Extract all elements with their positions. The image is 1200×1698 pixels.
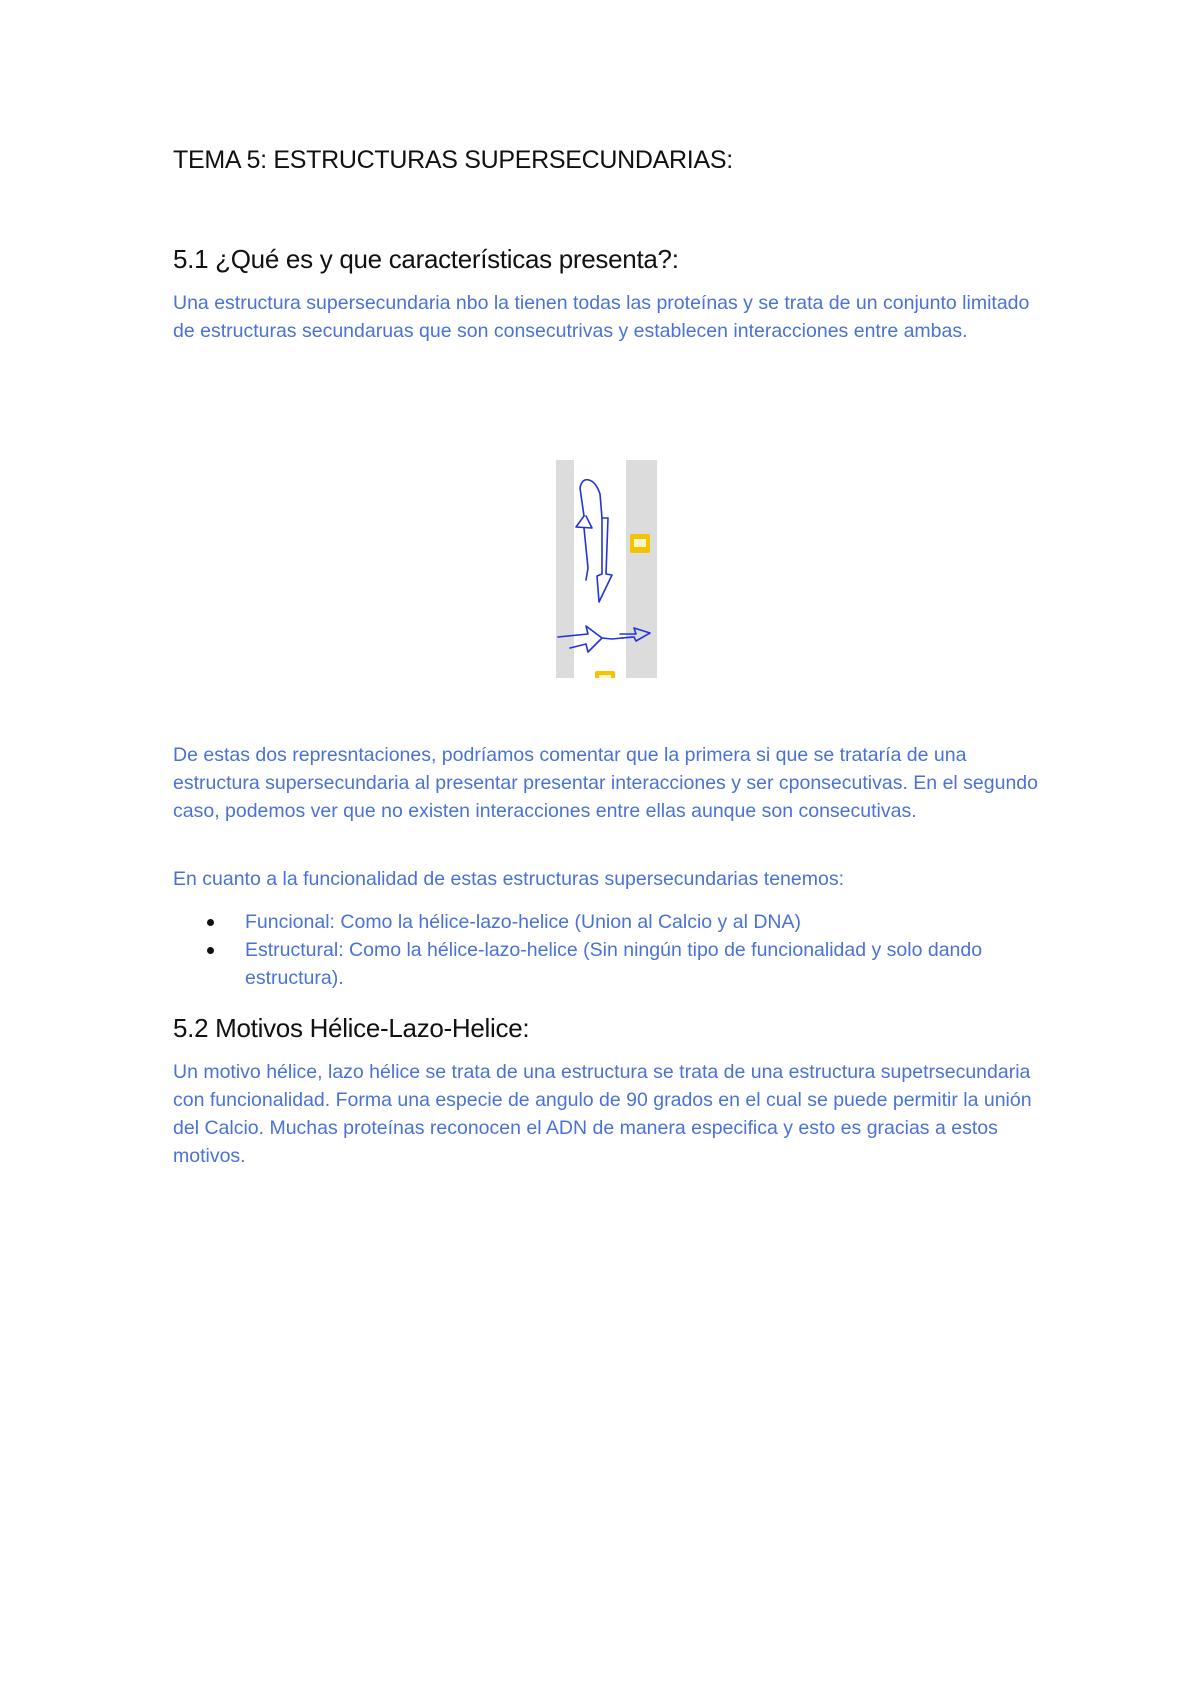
section-heading-5-2: 5.2 Motivos Hélice-Lazo-Helice: (173, 1013, 530, 1043)
section-2-paragraph (173, 1058, 1043, 1170)
paragraph-text: En cuanto a la funcionalidad de estas estructuras supersecundarias tenemos: (173, 868, 844, 890)
paragraph-text: Un motivo hélice, lazo hélice se trata de una estructura se trata de una estructura supetrsecundaria con funcionalidad. Forma una especie de angulo de 90 grados en el cual se puede permitir la unión del Calcio. Muchas proteínas reconocen el ADN de manera especifica y esto es gracias a estos motivos. (173, 1061, 1032, 1167)
bullet-icon (207, 947, 214, 954)
section-heading-5-1: 5.1 ¿Qué es y que características presenta?: (173, 244, 679, 274)
bullet-item-estructural (173, 936, 1043, 992)
structure-sketch-figure (556, 460, 660, 678)
bullet-text: Funcional: Como la hélice-lazo-helice (Union al Calcio y al DNA) (245, 911, 801, 933)
bullet-text: Estructural: Como la hélice-lazo-helice (Sin ningún tipo de funcionalidad y solo dando estructura). (245, 939, 983, 989)
paragraph-text: Una estructura supersecundaria nbo la tienen todas las proteínas y se trata de un conjunto limitado de estructuras secundaruas que son consecutrivas y establecen interacciones entre ambas. (173, 292, 1030, 342)
section-1-paragraph-2 (173, 741, 1043, 825)
section-1-paragraph-3 (173, 865, 1043, 893)
section-1-paragraph-1 (173, 289, 1043, 345)
hand-drawn-arrows-icon (556, 460, 660, 678)
functionality-bullet-list (173, 908, 1043, 992)
bullet-item-funcional (173, 908, 1043, 936)
document-title: TEMA 5: ESTRUCTURAS SUPERSECUNDARIAS: (173, 146, 733, 174)
paragraph-text: De estas dos represntaciones, podríamos comentar que la primera si que se trataría de una estructura supersecundaria al presentar presentar interacciones y ser cponsecutivas. En el segundo caso, podemos ver que no existen interacciones entre ellas aunque son consecutivas. (173, 744, 1038, 822)
bullet-icon (207, 919, 214, 926)
